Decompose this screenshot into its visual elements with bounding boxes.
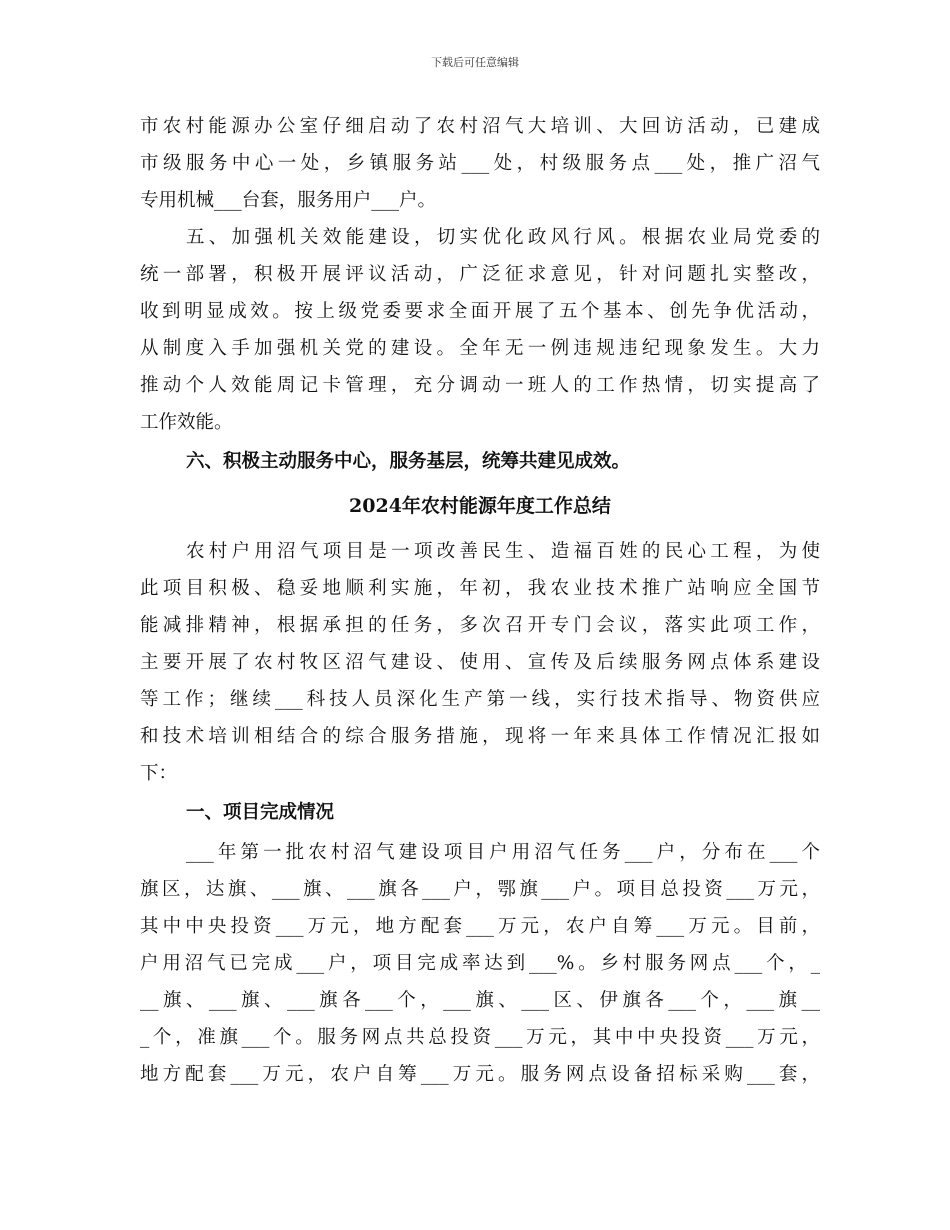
document-body [140,108,820,1093]
text-line: 旗区，达旗、___旗、___旗各___户，鄂旗___户。项目总投资___万元， [140,879,820,900]
section-heading-one: 一、项目完成情况 [186,802,335,823]
paragraph-section-five [140,219,820,441]
page-header: 下载后可任意编辑 [431,56,519,69]
text-line: __旗、___旗、___旗各___个，___旗、___区、伊旗各___个，___旗__ [140,990,820,1011]
text-line: 农村户用沼气项目是一项改善民生、造福百姓的民心工程，为使 [186,541,820,562]
text-line: 市农村能源办公室仔细启动了农村沼气大培训、大回访活动，已建成 [140,116,820,137]
text-line: 收到明显成效。按上级党委要求全面开展了五个基本、创先争优活动， [140,301,820,322]
text-line: 其中中央投资___万元，地方配套___万元，农户自筹___万元。目前， [140,916,820,937]
text-line: 主要开展了农村牧区沼气建设、使用、宣传及后续服务网点体系建设 [140,652,820,673]
text-line: 户用沼气已完成___户，项目完成率达到___%。乡村服务网点___个，_ [140,953,820,974]
text-line: 和技术培训相结合的综合服务措施，现将一年来具体工作情况汇报如 [140,726,820,747]
text-line: 地方配套___万元，农户自筹___万元。服务网点设备招标采购___套， [140,1064,820,1085]
text-line: 此项目积极、稳妥地顺利实施，年初，我农业技术推广站响应全国节 [140,578,820,599]
text-line: 下： [140,763,178,784]
text-line: 从制度入手加强机关党的建设。全年无一例违规违纪现象发生。大力 [140,338,820,359]
text-line: 工作效能。 [140,412,233,433]
section-heading-six: 六、积极主动服务中心，服务基层，统筹共建见成效。 [186,451,631,472]
text-line: ___年第一批农村沼气建设项目户用沼气任务___户，分布在___个 [186,842,820,863]
text-line: 专用机械___台套，服务用户___户。 [140,190,437,211]
text-line: 等工作；继续___科技人员深化生产第一线，实行技术指导、物资供应 [140,689,820,710]
document-title: 2024年农村能源年度工作总结 [349,495,611,517]
paragraph-section-one [140,834,820,1093]
text-line: 能减排精神，根据承担的任务，多次召开专门会议，落实此项工作， [140,615,820,636]
text-line: 市级服务中心一处，乡镇服务站___处，村级服务点___处，推广沼气 [140,153,820,174]
text-line: 统一部署，积极开展评议活动，广泛征求意见，针对问题扎实整改， [140,264,820,285]
paragraph-intro [140,533,820,792]
text-line: 五、加强机关效能建设，切实优化政风行风。根据农业局党委的 [186,227,820,248]
text-line: _个，准旗___个。服务网点共总投资___万元，其中中央投资___万元， [140,1027,820,1048]
paragraph-top [140,108,820,219]
text-line: 推动个人效能周记卡管理，充分调动一班人的工作热情，切实提高了 [140,375,820,396]
